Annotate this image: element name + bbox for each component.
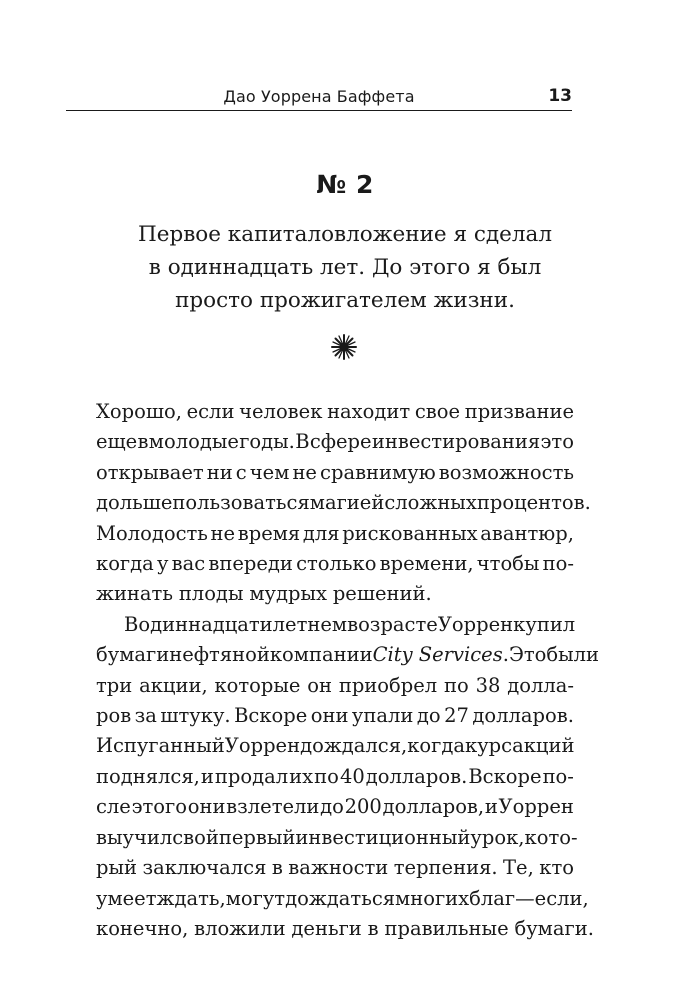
quote-line: просто прожигателем жизни. xyxy=(175,288,515,313)
running-header xyxy=(66,84,572,111)
text-line: Испуганный Уоррен дождался, когда курс акций xyxy=(96,734,575,758)
section-number: № 2 xyxy=(316,170,374,199)
header-title: Дао Уоррена Баффета xyxy=(223,87,415,106)
text-line: три акции, которые он приобрел по 38 долла- xyxy=(96,673,574,697)
text-line: Хорошо, если человек находит свое призвание xyxy=(96,400,574,423)
text-line: дольше пользоваться магией сложных процентов. xyxy=(96,491,591,515)
text-line: сле этого они взлетели до 200 долларов, и Уоррен xyxy=(96,795,574,819)
text-line: ров за штуку. Вскоре они упали до 27 долларов. xyxy=(96,704,574,728)
text-line: жинать плоды мудрых решений. xyxy=(96,582,432,606)
text-line: открывает ни с чем не сравнимую возможность xyxy=(96,460,574,484)
quote-line: в одиннадцать лет. До этого я был xyxy=(148,255,542,280)
paragraph xyxy=(96,397,591,610)
epigraph-quote xyxy=(100,218,590,317)
text-line: выучил свой первый инвестиционный урок, кото- xyxy=(96,825,578,849)
text-line: еще в молодые годы. В сфере инвестирования это xyxy=(96,430,574,454)
text-line: рый заключался в важности терпения. Те, кто xyxy=(96,856,574,880)
text-line: когда у вас впереди столько времени, чтобы по- xyxy=(96,552,574,576)
quote-line: Первое капиталовложение я сделал xyxy=(137,222,553,247)
text-line: В одиннадцатилетнем возрасте Уоррен купил xyxy=(124,612,576,636)
text-line: конечно, вложили деньги в правильные бумаги. xyxy=(96,916,594,940)
star-ornament-icon xyxy=(331,334,357,360)
text-line: Молодость не время для рискованных авантюр, xyxy=(96,521,574,545)
page-number: 13 xyxy=(548,86,572,106)
text-line: бумаги нефтяной компании City Services. Это были xyxy=(96,643,600,667)
paragraph xyxy=(96,610,600,944)
text-line: поднялся, и продал их по 40 долларов. Вскоре по- xyxy=(96,764,574,788)
text-line: умеет ждать, могут дождаться многих благ — если, xyxy=(96,886,589,910)
body-text xyxy=(96,397,600,944)
